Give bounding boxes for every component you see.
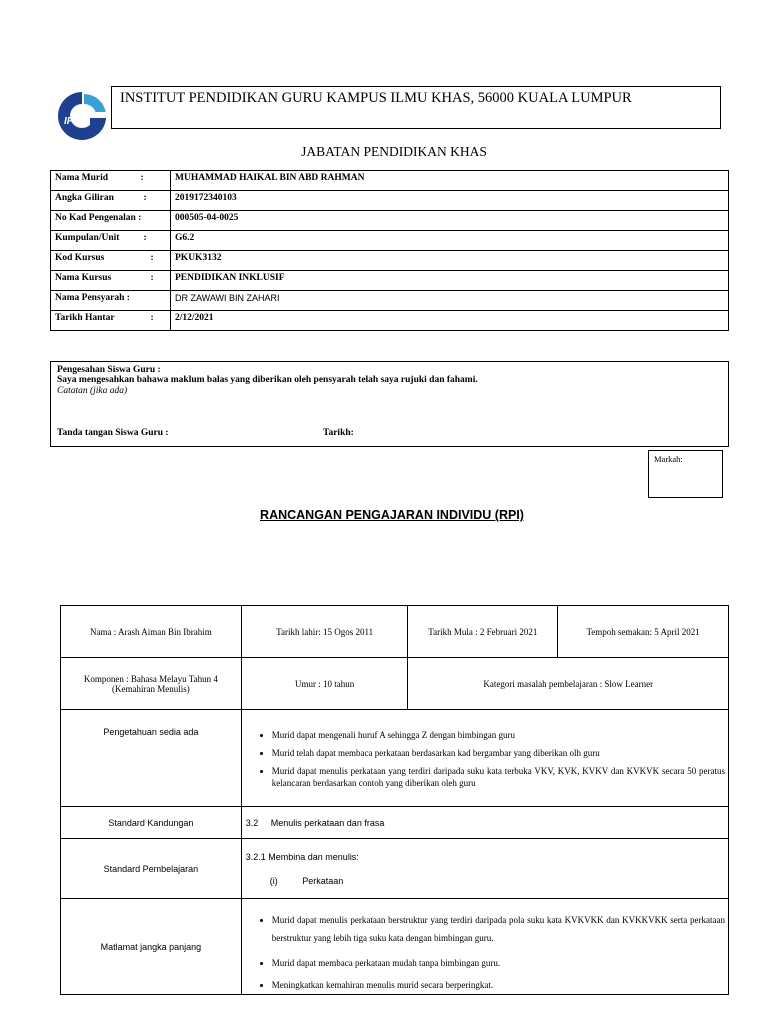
info-row — [51, 271, 729, 291]
info-value: MUHAMMAD HAIKAL BIN ABD RAHMAN — [171, 171, 729, 191]
info-label: No Kad Pengenalan : — [51, 211, 171, 231]
rpi-row — [61, 658, 729, 710]
rpi-sp-cell — [241, 839, 728, 899]
markah-box: Markah: — [648, 450, 723, 498]
ipg-logo — [54, 88, 110, 144]
pengesahan-box — [50, 361, 729, 447]
rpi-row — [61, 710, 729, 807]
rpi-tempoh: Tempoh semakan: 5 April 2021 — [558, 606, 729, 658]
rpi-mjp-label: Matlamat jangka panjang — [61, 899, 242, 995]
list-item: • Murid dapat menulis perkataan berstruktur yang terdiri daripada pola suku kata KVKVKK dan KVKKVKK serta perkataan berstruktur yang lebih tiga suku kata dengan bimbingan guru. — [272, 911, 725, 947]
sp-sub-text: Perkataan — [302, 875, 344, 886]
info-label: Nama Pensyarah : — [51, 291, 171, 311]
rpi-umur: Umur : 10 tahun — [241, 658, 408, 710]
info-value: G6.2 — [171, 231, 729, 251]
info-value: 2019172340103 — [171, 191, 729, 211]
info-label: Kod Kursus : — [51, 251, 171, 271]
catatan-label: Catatan (jika ada) — [57, 386, 128, 396]
rpi-title: RANCANGAN PENGAJARAN INDIVIDU (RPI) — [260, 508, 524, 522]
info-row — [51, 251, 729, 271]
rpi-tarikh-mula: Tarikh Mula : 2 Februari 2021 — [408, 606, 558, 658]
info-row — [51, 191, 729, 211]
rpi-table — [60, 605, 729, 995]
rpi-tarikh-lahir: Tarikh lahir: 15 Ogos 2011 — [241, 606, 408, 658]
info-row — [51, 171, 729, 191]
rpi-mjp-cell — [241, 899, 728, 995]
info-label: Kumpulan/Unit : — [51, 231, 171, 251]
rpi-row — [61, 606, 729, 658]
rpi-row — [61, 899, 729, 995]
signature-label: Tanda tangan Siswa Guru : — [57, 428, 169, 438]
list-item: • Murid dapat mengenali huruf A sehingga Z dengan bimbingan guru — [272, 729, 725, 741]
rpi-kategori: Kategori masalah pembelajaran : Slow Learner — [408, 658, 729, 710]
department-title: JABATAN PENDIDIKAN KHAS — [301, 144, 487, 159]
rpi-row — [61, 839, 729, 899]
svg-text:IPG: IPG — [64, 116, 82, 127]
sp-value: 3.2.1 Membina dan menulis: — [245, 851, 359, 862]
student-info-table — [50, 170, 729, 331]
info-label: Nama Kursus : — [51, 271, 171, 291]
info-row — [51, 311, 729, 331]
rpi-pengetahuan-cell — [241, 710, 728, 807]
info-label: Tarikh Hantar : — [51, 311, 171, 331]
rpi-sk-label: Standard Kandungan — [61, 807, 242, 839]
rpi-row — [61, 807, 729, 839]
info-label: Angka Giliran : — [51, 191, 171, 211]
info-row — [51, 291, 729, 311]
pengesahan-statement: Saya mengesahkan bahawa maklum balas yang diberikan oleh pensyarah telah saya rujuki dan fahami. — [57, 375, 478, 385]
list-item: • Murid dapat membaca perkataan mudah tanpa bimbingan guru. — [272, 957, 725, 969]
info-value: PENDIDIKAN INKLUSIF — [171, 271, 729, 291]
info-value: 2/12/2021 — [171, 311, 729, 331]
mjp-list — [242, 911, 725, 991]
info-value: PKUK3132 — [171, 251, 729, 271]
info-value: DR ZAWAWI BIN ZAHARI — [171, 291, 729, 311]
list-item: • Murid dapat menulis perkataan yang terdiri daripada suku kata terbuka VKV, KVK, KVKV dan KVKVK secara 50 peratus kelancaran berdasarkan contoh yang diberikan oleh guru — [272, 765, 725, 789]
rpi-sp-label: Standard Pembelajaran — [61, 839, 242, 899]
info-row — [51, 231, 729, 251]
sp-sub — [246, 876, 727, 886]
pengetahuan-list — [242, 729, 725, 789]
info-label: Nama Murid : — [51, 171, 171, 191]
institute-name: INSTITUT PENDIDIKAN GURU KAMPUS ILMU KHAS, 56000 KUALA LUMPUR — [111, 86, 721, 129]
rpi-sk-value: 3.2 Menulis perkataan dan frasa — [241, 807, 728, 839]
date-label: Tarikh: — [323, 428, 354, 438]
list-item: • Murid telah dapat membaca perkataan berdasarkan kad bergambar yang diberikan olh guru — [272, 747, 725, 759]
rpi-komponen: Komponen : Bahasa Melayu Tahun 4 (Kemahiran Menulis) — [61, 658, 242, 710]
list-item: • Meningkatkan kemahiran menulis murid secara berperingkat. — [272, 979, 725, 991]
sp-sub-num: (i) — [269, 875, 278, 886]
info-row — [51, 211, 729, 231]
info-value: 000505-04-0025 — [171, 211, 729, 231]
rpi-nama: Nama : Arash Aiman Bin Ibrahim — [61, 606, 242, 658]
pengesahan-title: Pengesahan Siswa Guru : — [57, 365, 161, 375]
rpi-pengetahuan-label: Pengetahuan sedia ada — [61, 710, 242, 807]
